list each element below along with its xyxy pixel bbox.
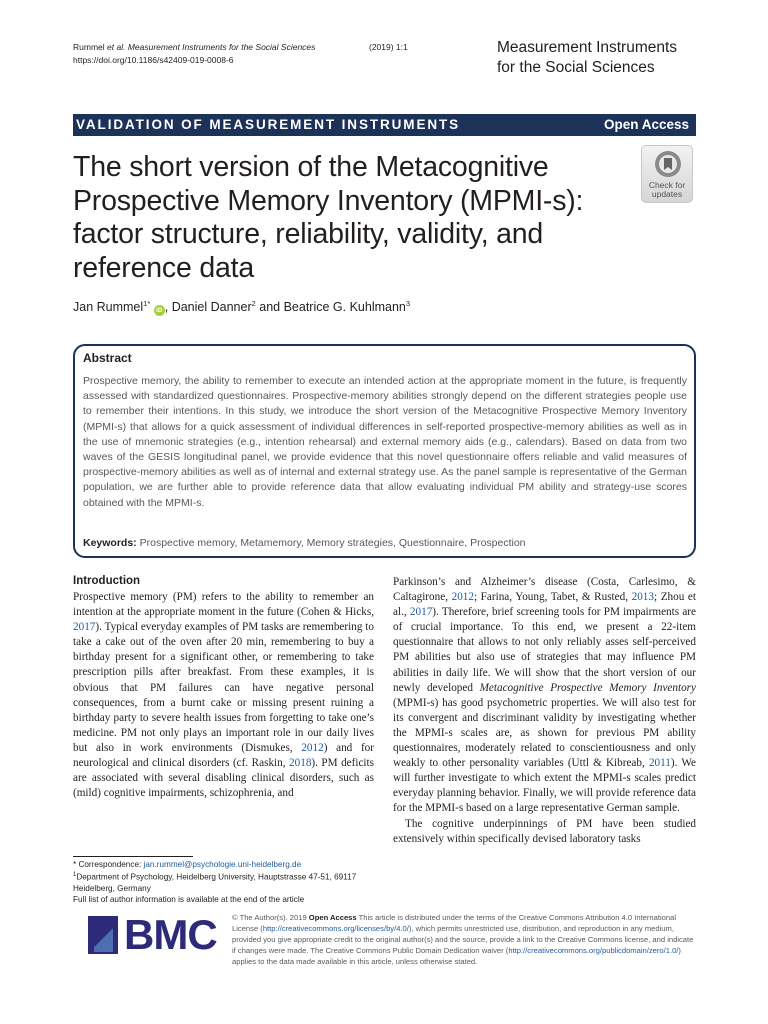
citation-link[interactable]: 2012 bbox=[301, 741, 324, 754]
introduction-heading: Introduction bbox=[73, 575, 141, 587]
article-category: VALIDATION OF MEASUREMENT INSTRUMENTS bbox=[76, 117, 461, 132]
citation-link[interactable]: 2017 bbox=[409, 606, 433, 619]
author-3-affiliation: 3 bbox=[405, 299, 411, 308]
footnotes bbox=[73, 859, 378, 905]
open-access-label: Open Access bbox=[603, 117, 689, 132]
body-text: ). Typical everyday examples of PM tasks are remembering to take a cake out of the oven after 20 min, remembering to buy a birthday present for a significant other, or remembering to take prescription pills after breakfast. From these examples, it is obvious that PM failures can have negative personal consequences, from a burnt cake or missing present ruining a birthday party to severe health issues from forgetting to take one’s medicine. PM not only plays an important role in our daily lives but also in work environments (Dismukes, bbox=[73, 621, 374, 754]
article-title: The short version of the Metacognitive Prospective Memory Inventory (MPMI-s): factor structure, reliability, validity, and reference data bbox=[73, 151, 584, 284]
abstract-heading: Abstract bbox=[83, 351, 132, 365]
check-updates-line2: updates bbox=[651, 189, 683, 199]
paragraph: The cognitive underpinnings of PM have been studied extensively within specifically devised laboratory tasks bbox=[393, 817, 696, 845]
citation-journal: Measurement Instruments for the Social Sciences bbox=[127, 42, 316, 52]
body-text: ; Farina, Young, Tabet, & Rusted, bbox=[473, 591, 632, 604]
journal-name-line2: for the Social Sciences bbox=[497, 59, 655, 76]
body-text: Prospective memory (PM) refers to the ability to remember an intention at the appropriate moment in the future (Cohen & Hicks, bbox=[73, 591, 374, 619]
copyright-text: © The Author(s). 2019 bbox=[232, 913, 309, 922]
journal-name-line1: Measurement Instruments bbox=[497, 39, 678, 56]
body-text: ). Therefore, brief screening tools for PM impairments are of crucial importance. To this end, we present a 22-item questionnaire that allows to not only reliably asses self-perceived PM abilities but also use of strategies that may influence PM abilities in daily life. We will show that the short version of our newly developed bbox=[393, 606, 696, 694]
body-column-right bbox=[393, 575, 696, 847]
license-text-part: This article is distributed under the terms of the Creative Commons Attribution 4.0 International License ( bbox=[232, 913, 677, 933]
doi-link[interactable]: https://doi.org/10.1186/s42409-019-0008-6 bbox=[73, 55, 234, 65]
citation-link[interactable]: 2017 bbox=[73, 621, 96, 634]
author-2-affiliation: 2 bbox=[251, 299, 256, 308]
paragraph bbox=[393, 575, 696, 817]
affiliation-text: Department of Psychology, Heidelberg University, Hauptstrasse 47-51, 69117 Heidelberg, Germany bbox=[73, 872, 357, 893]
keywords-list: Prospective memory, Metamemory, Memory strategies, Questionnaire, Prospection bbox=[136, 537, 526, 549]
orcid-icon[interactable]: iD bbox=[154, 305, 165, 316]
check-updates-line1: Check for bbox=[648, 180, 686, 190]
bmc-logo-text: BMC bbox=[124, 911, 217, 958]
affiliation-line bbox=[73, 870, 378, 894]
footnote-rule bbox=[73, 856, 193, 857]
author-info-note: Full list of author information is available at the end of the article bbox=[73, 894, 305, 904]
keywords-label: Keywords: bbox=[83, 537, 137, 549]
correspondence-line bbox=[73, 859, 378, 870]
citation-link[interactable]: 2013 bbox=[631, 591, 654, 604]
body-text: Parkinson’s and Alzheimer’s disease (Costa, Carlesimo, & Caltagirone, bbox=[393, 576, 696, 604]
citation-link[interactable]: 2011 bbox=[648, 757, 671, 770]
bmc-logo bbox=[88, 913, 216, 957]
license-text bbox=[232, 913, 698, 968]
article-type-banner bbox=[73, 114, 696, 136]
check-for-updates-button[interactable] bbox=[641, 145, 693, 203]
cc-zero-link[interactable]: http://creativecommons.org/publicdomain/zero/1.0/ bbox=[508, 945, 679, 955]
citation-issue: (2019) 1:1 bbox=[369, 42, 408, 52]
keywords bbox=[83, 537, 526, 549]
body-text: ; Zhou et al., bbox=[393, 591, 696, 619]
citation-link[interactable]: 2012 bbox=[451, 591, 474, 604]
correspondence-label: * Correspondence: bbox=[73, 860, 144, 869]
body-text: ) and for neurological and clinical disorders (cf. Raskin, bbox=[73, 741, 374, 770]
license-text-part: ), which permits unrestricted use, distribution, and reproduction in any medium, provided you give appropriate credit to the original author(s) and the source, provide a link to the Creative Commons license, and indicate if changes were made. The Creative Commons Public Domain Dedication waiver ( bbox=[232, 923, 694, 955]
cc-license-link[interactable]: http://creativecommons.org/licenses/by/4.0/ bbox=[262, 923, 409, 933]
body-text: ). We will further investigate to which extent the MPMI-s scales predict everyday planning behavior. Finally, we will provide reference data for the MPMI-s based on a large representative German sample. bbox=[393, 757, 697, 815]
bookmark-icon bbox=[654, 150, 682, 180]
citation-line bbox=[73, 41, 315, 54]
author-3[interactable]: and Beatrice G. Kuhlmann bbox=[255, 300, 406, 314]
affiliation-number: 1 bbox=[73, 872, 77, 878]
bmc-logo-cut bbox=[94, 924, 113, 952]
author-list bbox=[73, 299, 410, 316]
body-column-left bbox=[73, 590, 374, 801]
citation-authors: Rummel bbox=[73, 42, 105, 52]
author-1-affiliation: 1* bbox=[143, 299, 151, 308]
article-header-meta bbox=[73, 41, 408, 67]
body-text: (MPMI-s) has good psychometric properties. We will also test for its convergent and discriminant validity by investigating whether the MPMI-s scales are, as shown for previous PM ability questionnaires, moderately related to conscientiousness and only weakly to other personality variables (Uttl & Kibreab, bbox=[393, 696, 696, 770]
bmc-logo-mark-icon bbox=[88, 916, 118, 954]
citation-etal: et al. bbox=[107, 42, 126, 52]
correspondence-email-link[interactable]: jan.rummel@psychologie.uni-heidelberg.de bbox=[143, 860, 302, 869]
author-1[interactable]: Jan Rummel bbox=[73, 300, 144, 314]
license-text-part: ) applies to the data made available in this article, unless otherwise stated. bbox=[232, 945, 681, 966]
open-access-inline: Open Access bbox=[308, 913, 357, 922]
body-text: ). PM deficits are associated with several disabling clinical disorders, such as (mild) cognitive impairments, schizophrenia, and bbox=[73, 757, 375, 800]
body-text-italic: Metacognitive Prospective Memory Inventory bbox=[479, 681, 696, 694]
check-for-updates-label bbox=[642, 181, 692, 199]
journal-name bbox=[497, 38, 677, 78]
citation-link[interactable]: 2018 bbox=[289, 757, 312, 770]
author-2[interactable]: , Daniel Danner bbox=[164, 300, 252, 314]
abstract-box bbox=[73, 344, 696, 558]
abstract-text: Prospective memory, the ability to remember to execute an intended action at the appropriate moment in the future, is frequently assessed with standardized questionnaires. Prospective-memory abilities strongly depend on the different strategies people use to remember their intentions. In this study, we introduce the short version of the Metacognitive Prospective Memory Inventory (MPMI-s) that allows for a quick assessment of individual differences in self-reported prospective-memory abilities as well as in the use of mnemonic strategies (e.g., intention rehearsal) and external memory aids (e.g., calendars). Based on data from two waves of the GESIS longitudinal panel, we provide evidence that this novel questionnaire offers reliable and valid measures of prospective-memory abilities as well as of internal and external strategy use. As the panel sample is representative of the German population, we are further able to provide reference data that allow evaluating individual PM ability and strategy-use scores obtained with the MPMI-s. bbox=[83, 375, 687, 509]
